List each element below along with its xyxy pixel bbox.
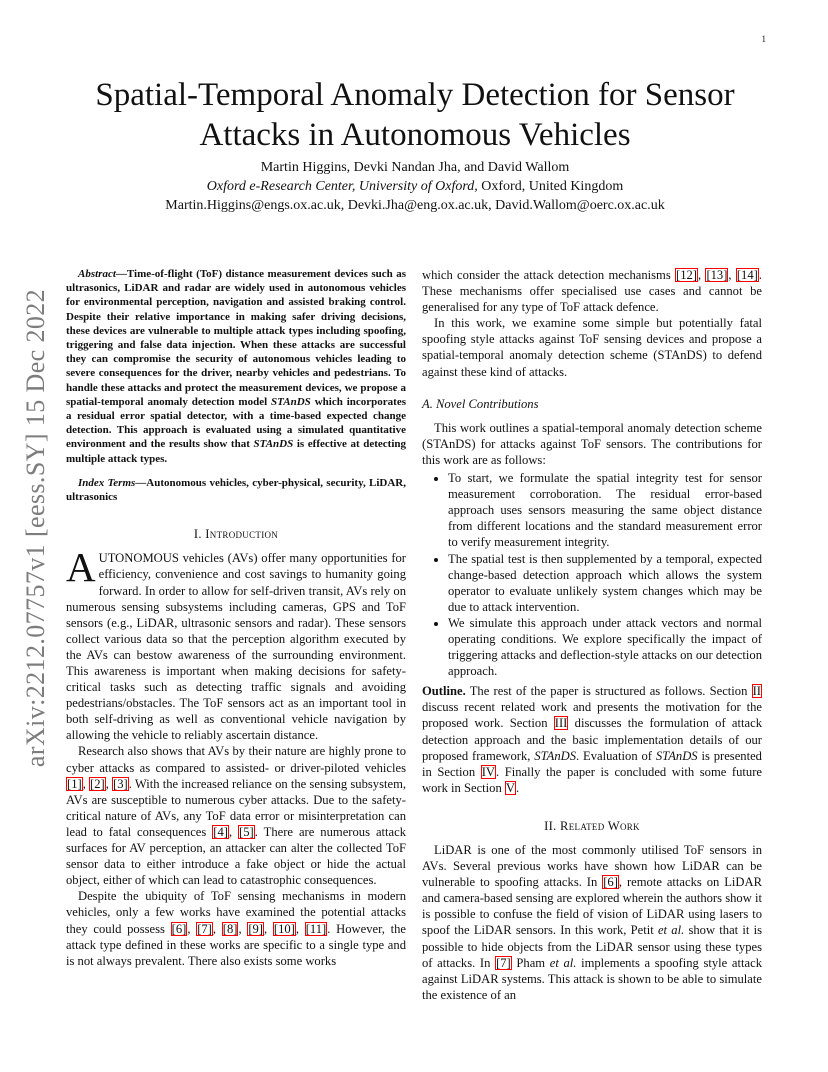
citation-link[interactable]: [6] [603,875,618,890]
contributions-intro: This work outlines a spatial-temporal anomaly detection scheme (STAnDS) for attacks against ToF sensors. The contributions for this work are as follows: [422,420,762,467]
related-work-paragraph [422,842,762,1003]
section-ref-link[interactable]: III [554,716,568,731]
outline-stands-1: STAnDS [534,748,577,763]
citation-link[interactable]: [7] [197,921,212,936]
contributions-list [422,470,762,679]
index-terms [66,476,406,504]
section-ref-link[interactable]: II [752,684,761,699]
list-item: • We simulate this approach under attack vectors and normal operating conditions. We explore specifically the impact of triggering attacks and deflection-style attacks on our detection approach. [448,615,762,679]
author-names: Martin Higgins, Devki Nandan Jha, and David Wallom [260,160,570,175]
drop-cap: A [66,544,96,591]
intro-paragraph-1 [66,544,406,743]
abstract-label: Abstract [78,268,116,280]
arxiv-stamp [10,280,62,775]
citation-link[interactable]: [1] [67,776,82,791]
list-item: • To start, we formulate the spatial integrity test for sensor measurement corroboration. The residual error-based approach uses sensors measuring the same object distance from different locations and the standard measurement error to verify measurement integrity. [448,470,762,550]
author-affiliation [70,177,760,196]
index-terms-text: —Autonomous vehicles, cyber-physical, security, LiDAR, ultrasonics [66,476,406,504]
outline-paragraph [422,683,762,796]
page-number: 1 [761,34,766,44]
paper-title: Spatial-Temporal Anomaly Detection for Sensor Attacks in Autonomous Vehicles [95,77,735,153]
outline-text-e: is presented in Section [422,748,762,779]
abstract-text-3: is effective at detecting multiple attack types. [66,438,406,465]
right-p1-text-b: . These mechanisms offer specialised use cases and cannot be generalised for any type of ToF attack defence. [422,268,762,315]
intro-p2-text-b: . With the increased reliance on the sensing subsystem, AVs are susceptible to numerous cyber attacks. Due to the safety-critical nature of AVs, any ToF data error or misinterpretation can lead to fatal consequences [66,776,407,839]
right-paragraph-1: which consider the attack detection mechanisms [12], [13], [14]. These mechanisms offer specialised use cases and cannot be generalised for any type of ToF attack defence. [422,268,762,315]
outline-label: Outline. [422,684,466,699]
outline-text-b: discuss recent related work and presents the motivation for the proposed work. Section [422,700,762,731]
section-ref-link[interactable]: V [505,780,516,795]
citation-link[interactable]: [7] [496,955,511,970]
intro-paragraph-2: Research also shows that AVs by their nature are highly prone to cyber attacks as compared to assisted- or driver-piloted vehicles [1], [2], [3]. With the increased reliance on the sensing subsystem, AVs are susceptible to numerous cyber attacks. Due to the safety-critical nature of AVs, any ToF data error or misinterpretation can lead to fatal consequences [4], [5]. There are numerous attack surfaces for AV perception, an attacker can alter the collected ToF sensor data to either introduce a fake object or hide the actual object, either of which can lead to catastrophic consequences. [66,744,407,888]
related-text-e: implements a spoofing style attack against LiDAR systems. This attack is shown to be able to simulate the existence of an [422,955,762,1002]
intro-p3-text-b: . However, the attack type defined in these works are specific to a single type and is not always prevalent. There also exists some works [66,921,407,968]
right-paragraph-2: In this work, we examine some simple but potentially fatal spoofing style attacks against ToF sensing devices and propose a spatial-temporal anomaly detection scheme (STAnDS) to defend against these kind of attacks. [422,316,762,379]
intro-p1-text: UTONOMOUS vehicles (AVs) offer many opportunities for efficiency, convenience and cost savings to humanity going forward. In order to allow for self-driven transit, AVs rely on numerous sensing subsystems including cameras, GPS and ToF sensors (e.g., LiDAR, ultrasonic sensors and radar). These sensors collect various data so that the perception algorithm executed by the AVs can bestow awareness of the surrounding environment. This awareness is important when making decisions for safety-critical tasks such as detecting traffic signals and avoiding pedestrians/obstacles. The ToF sensors act as an important tool in both self-driving as well as conventional vehicle navigation by allowing the vehicle to reliably ascertain distance. [66,551,406,743]
affiliation-location: Oxford, United Kingdom [477,179,624,194]
right-p1-text-a: which consider the attack detection mechanisms [422,268,676,282]
abstract-stands-2: STAnDS [253,438,294,451]
outline-text-a: The rest of the paper is structured as follows. Section [465,684,752,699]
outline-stands-2: STAnDS [655,748,698,763]
citation-link[interactable]: [13] [706,268,728,282]
subsection-heading-contributions: A. Novel Contributions [422,396,539,411]
section-heading-introduction: I. Introduction [193,527,279,542]
citation-link[interactable]: [9] [248,921,263,936]
section-ref-link[interactable]: IV [481,764,496,779]
intro-p2-text-c: . There are numerous attack surfaces for AV perception, an attacker can alter the collected ToF sensor data to either introduce a fake object or hide the actual object, either of which can lead to catastrophic consequences. [66,824,407,888]
et-al: et al. [549,955,577,970]
citation-link[interactable]: [14] [736,268,758,282]
citation-link[interactable]: [6] [171,921,187,936]
citation-link[interactable]: [3] [113,776,128,791]
outline-text-d: . Evaluation of [576,748,656,763]
abstract-text-1: —Time-of-flight (ToF) distance measurement devices such as ultrasonics, LiDAR and radar are widely used in autonomous vehicles for environmental perception, navigation and assisted braking control. Despite their relative importance in making safer driving decisions, these devices are vulnerable to multiple attack types including spoofing, triggering and false data injection. When these attacks are successful they can compromise the security of autonomous vehicles leading to severe consequences for the driver, nearby vehicles and pedestrians. To handle these attacks and protect the measurement devices, we propose a spatial-temporal anomaly detection model [66,268,406,408]
author-emails: Martin.Higgins@engs.ox.ac.uk, Devki.Jha@eng.ox.ac.uk, David.Wallom@oerc.ox.ac.uk [165,198,665,213]
abstract [66,267,406,466]
affiliation-institution: Oxford e-Research Center, University of Oxford, [206,179,478,194]
related-text-a: LiDAR is one of the most commonly utilised ToF sensors in AVs. Several previous works have shown how LiDAR can be vulnerable to spoofing attacks. In [422,843,762,890]
index-terms-label: Index Terms [78,476,136,489]
citation-link[interactable]: [5] [239,824,254,839]
left-column [66,267,406,969]
outline-text-c: discusses the formulation of attack detection approach and the basic implementation details of our proposed framework, [422,716,762,763]
related-text-b: , remote attacks on LiDAR and camera-based sensing are explored wherein the authors show it is possible to confuse the field of vision of LiDAR using lasers to spoof the LiDAR sensors. In this work, Petit [422,875,762,938]
citation-link[interactable]: [10] [273,921,295,936]
intro-p2-text-a: Research also shows that AVs by their nature are highly prone to cyber attacks as compared to assisted- or driver-piloted vehicles [66,744,406,775]
et-al: et al. [657,923,685,938]
right-column [422,267,762,1003]
abstract-stands-1: STAnDS [271,395,311,408]
citation-link[interactable]: [8] [222,921,238,936]
citation-link[interactable]: [11] [305,921,327,936]
list-item: • The spatial test is then supplemented by a temporal, expected change-based detection approach which allows the system operator to evaluate unlikely system changes which may be due to attack intervention. [448,551,762,615]
section-heading-related-work: II. Related Work [544,818,640,833]
outline-text-f: . Finally the paper is concluded with some future work in Section [422,764,762,795]
intro-paragraph-3: Despite the ubiquity of ToF sensing mechanisms in modern vehicles, only a few works have examined the potential attacks they could possess [6], [7], [8], [9], [10], [11]. However, the attack type defined in these works are specific to a single type and is not always prevalent. There also exists some works [66,889,407,968]
outline-text-g: . [516,780,520,795]
citation-link[interactable]: [2] [90,776,105,791]
abstract-text-2: which incorporates a residual error spatial detector, with a time-based expected change detection. This approach is evaluated using a simulated quantitative environment and the results show that [66,395,406,451]
related-text-c: show that it is possible to hide objects from the LiDAR sensor using these types of attacks. In [422,923,762,970]
citation-link[interactable]: [4] [213,824,228,839]
related-text-d: Pham [511,955,550,970]
citation-link[interactable]: [12] [676,268,697,282]
arxiv-id: arXiv:2212.07757v1 [eess.SY] 15 Dec 2022 [21,288,50,767]
author-block [70,158,760,215]
intro-p3-text-a: Despite the ubiquity of ToF sensing mechanisms in modern vehicles, only a few works have examined the potential attacks they could possess [66,889,406,936]
